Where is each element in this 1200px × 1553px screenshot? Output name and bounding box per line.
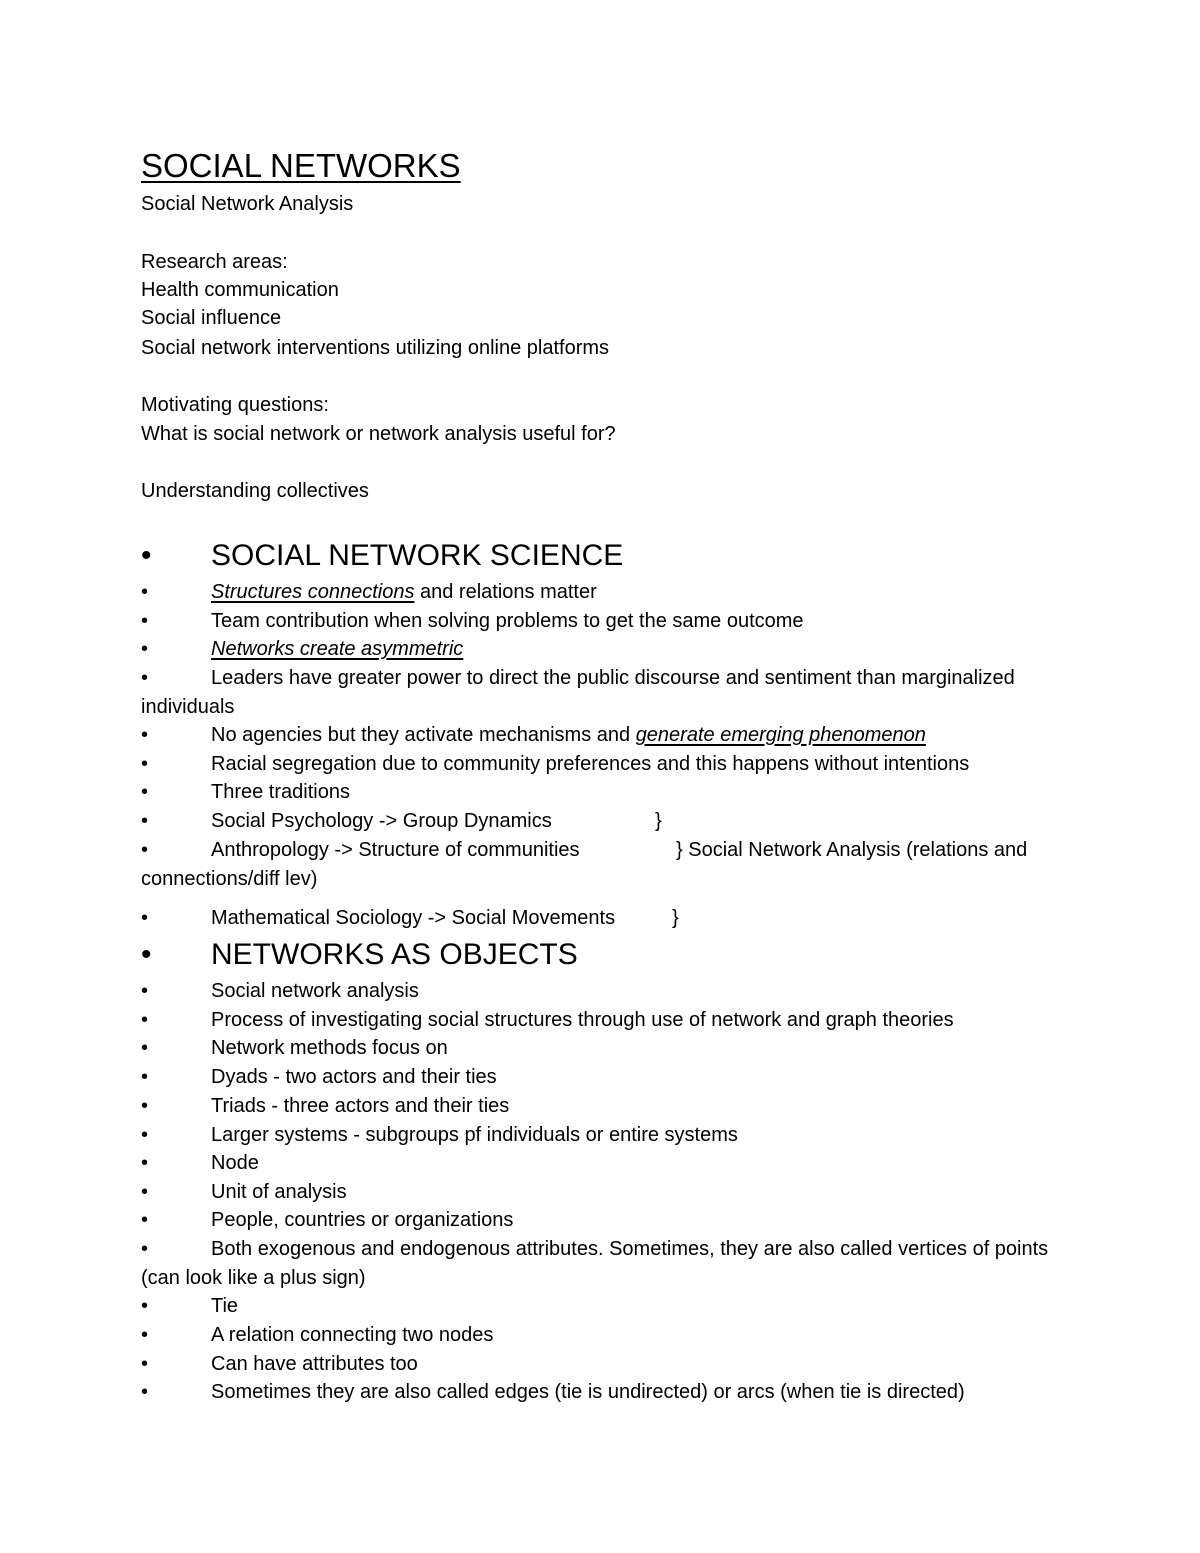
understanding-line: Understanding collectives xyxy=(141,480,369,502)
list-item xyxy=(141,1321,1056,1350)
emphasis-text: Structures connections xyxy=(211,581,415,603)
item-text: Node xyxy=(211,1152,259,1174)
item-text: and relations matter xyxy=(414,581,597,603)
list-item xyxy=(141,721,1056,750)
bullet: • xyxy=(141,810,149,832)
list-item xyxy=(141,1350,1056,1379)
section-heading-text: NETWORKS AS OBJECTS xyxy=(211,938,578,971)
bullet: • xyxy=(141,1009,149,1031)
bullet: • xyxy=(141,1353,149,1375)
list-item xyxy=(141,1149,1056,1178)
item-text: Network methods focus on xyxy=(211,1037,448,1059)
bullet: • xyxy=(141,1181,149,1203)
item-text: People, countries or organizations xyxy=(211,1209,514,1231)
list-item xyxy=(141,1206,1056,1235)
list-item xyxy=(141,1178,1056,1207)
list-item xyxy=(141,977,1056,1006)
bullet: • xyxy=(141,938,152,971)
list-item xyxy=(141,607,1056,636)
bullet: • xyxy=(141,839,149,861)
bullet: • xyxy=(141,1209,149,1231)
list-item xyxy=(141,807,1056,836)
research-item: Health communication xyxy=(141,279,339,301)
list-item xyxy=(141,1034,1056,1063)
list-item xyxy=(141,1378,1056,1407)
bullet: • xyxy=(141,610,149,632)
bullet: • xyxy=(141,539,152,572)
list-item xyxy=(141,578,1056,607)
list-item xyxy=(141,1063,1056,1092)
bullet: • xyxy=(141,581,149,603)
list-item xyxy=(141,904,1056,933)
item-text: Social Psychology -> Group Dynamics xyxy=(211,810,552,832)
item-text: Racial segregation due to community preferences and this happens without intentions xyxy=(211,753,970,775)
item-text: Both exogenous and endogenous attributes. Sometimes, they are also called vertices of points (can look like a plus sign) xyxy=(141,1238,1049,1289)
bullet: • xyxy=(141,1095,149,1117)
list-item xyxy=(141,1006,1056,1035)
research-heading: Research areas: xyxy=(141,251,288,273)
item-text: Leaders have greater power to direct the public discourse and sentiment than marginalized individuals xyxy=(141,667,1015,718)
bullet: • xyxy=(141,980,149,1002)
item-text: No agencies but they activate mechanisms and xyxy=(211,724,636,746)
item-text: Dyads - two actors and their ties xyxy=(211,1066,497,1088)
item-text: A relation connecting two nodes xyxy=(211,1324,494,1346)
list-item xyxy=(141,635,1056,664)
bullet: • xyxy=(141,724,149,746)
item-text: Three traditions xyxy=(211,781,350,803)
item-text: Tie xyxy=(211,1295,239,1317)
motivating-question: What is social network or network analysis useful for? xyxy=(141,423,616,445)
bullet: • xyxy=(141,1124,149,1146)
item-text: Can have attributes too xyxy=(211,1353,418,1375)
bullet: • xyxy=(141,1037,149,1059)
list-item xyxy=(141,1235,1056,1293)
item-text: Unit of analysis xyxy=(211,1181,347,1203)
list-item xyxy=(141,664,1056,722)
document-title: SOCIAL NETWORKS xyxy=(141,147,461,184)
research-item: Social network interventions utilizing online platforms xyxy=(141,337,610,359)
item-text: Process of investigating social structures through use of network and graph theories xyxy=(211,1009,954,1031)
item-text: Team contribution when solving problems to get the same outcome xyxy=(211,610,804,632)
bullet: • xyxy=(141,1381,149,1403)
list-item xyxy=(141,778,1056,807)
item-text: Sometimes they are also called edges (tie is undirected) or arcs (when tie is directed) xyxy=(211,1381,965,1403)
bullet: • xyxy=(141,907,149,929)
bullet: • xyxy=(141,1066,149,1088)
section-heading-text: SOCIAL NETWORK SCIENCE xyxy=(211,539,624,572)
bullet: • xyxy=(141,1152,149,1174)
bullet: • xyxy=(141,753,149,775)
brace: } xyxy=(655,810,662,832)
list-item xyxy=(141,1121,1056,1150)
list-item xyxy=(141,750,1056,779)
bullet: • xyxy=(141,1324,149,1346)
motivating-heading: Motivating questions: xyxy=(141,394,329,416)
emphasis-text: Networks create asymmetric xyxy=(211,638,464,660)
brace: } xyxy=(672,907,679,929)
subtitle: Social Network Analysis xyxy=(141,193,354,215)
bullet: • xyxy=(141,638,149,660)
emphasis-text: generate emerging phenomenon xyxy=(635,724,926,746)
bullet: • xyxy=(141,667,149,689)
item-text: Anthropology -> Structure of communities xyxy=(211,839,580,861)
brace-label: } Social Network Analysis (relations and xyxy=(676,839,1028,861)
bullet: • xyxy=(141,1238,149,1260)
item-text: Social network analysis xyxy=(211,980,419,1002)
section-heading-sns xyxy=(141,536,1056,576)
section-heading-nao xyxy=(141,935,1056,975)
item-text: Larger systems - subgroups pf individuals or entire systems xyxy=(211,1124,738,1146)
bullet: • xyxy=(141,1295,149,1317)
item-continuation: connections/diff lev) xyxy=(141,868,318,890)
bullet: • xyxy=(141,781,149,803)
research-item: Social influence xyxy=(141,307,282,329)
item-text: Mathematical Sociology -> Social Movements xyxy=(211,907,616,929)
item-text: Triads - three actors and their ties xyxy=(211,1095,510,1117)
list-item xyxy=(141,1292,1056,1321)
list-item xyxy=(141,1092,1056,1121)
